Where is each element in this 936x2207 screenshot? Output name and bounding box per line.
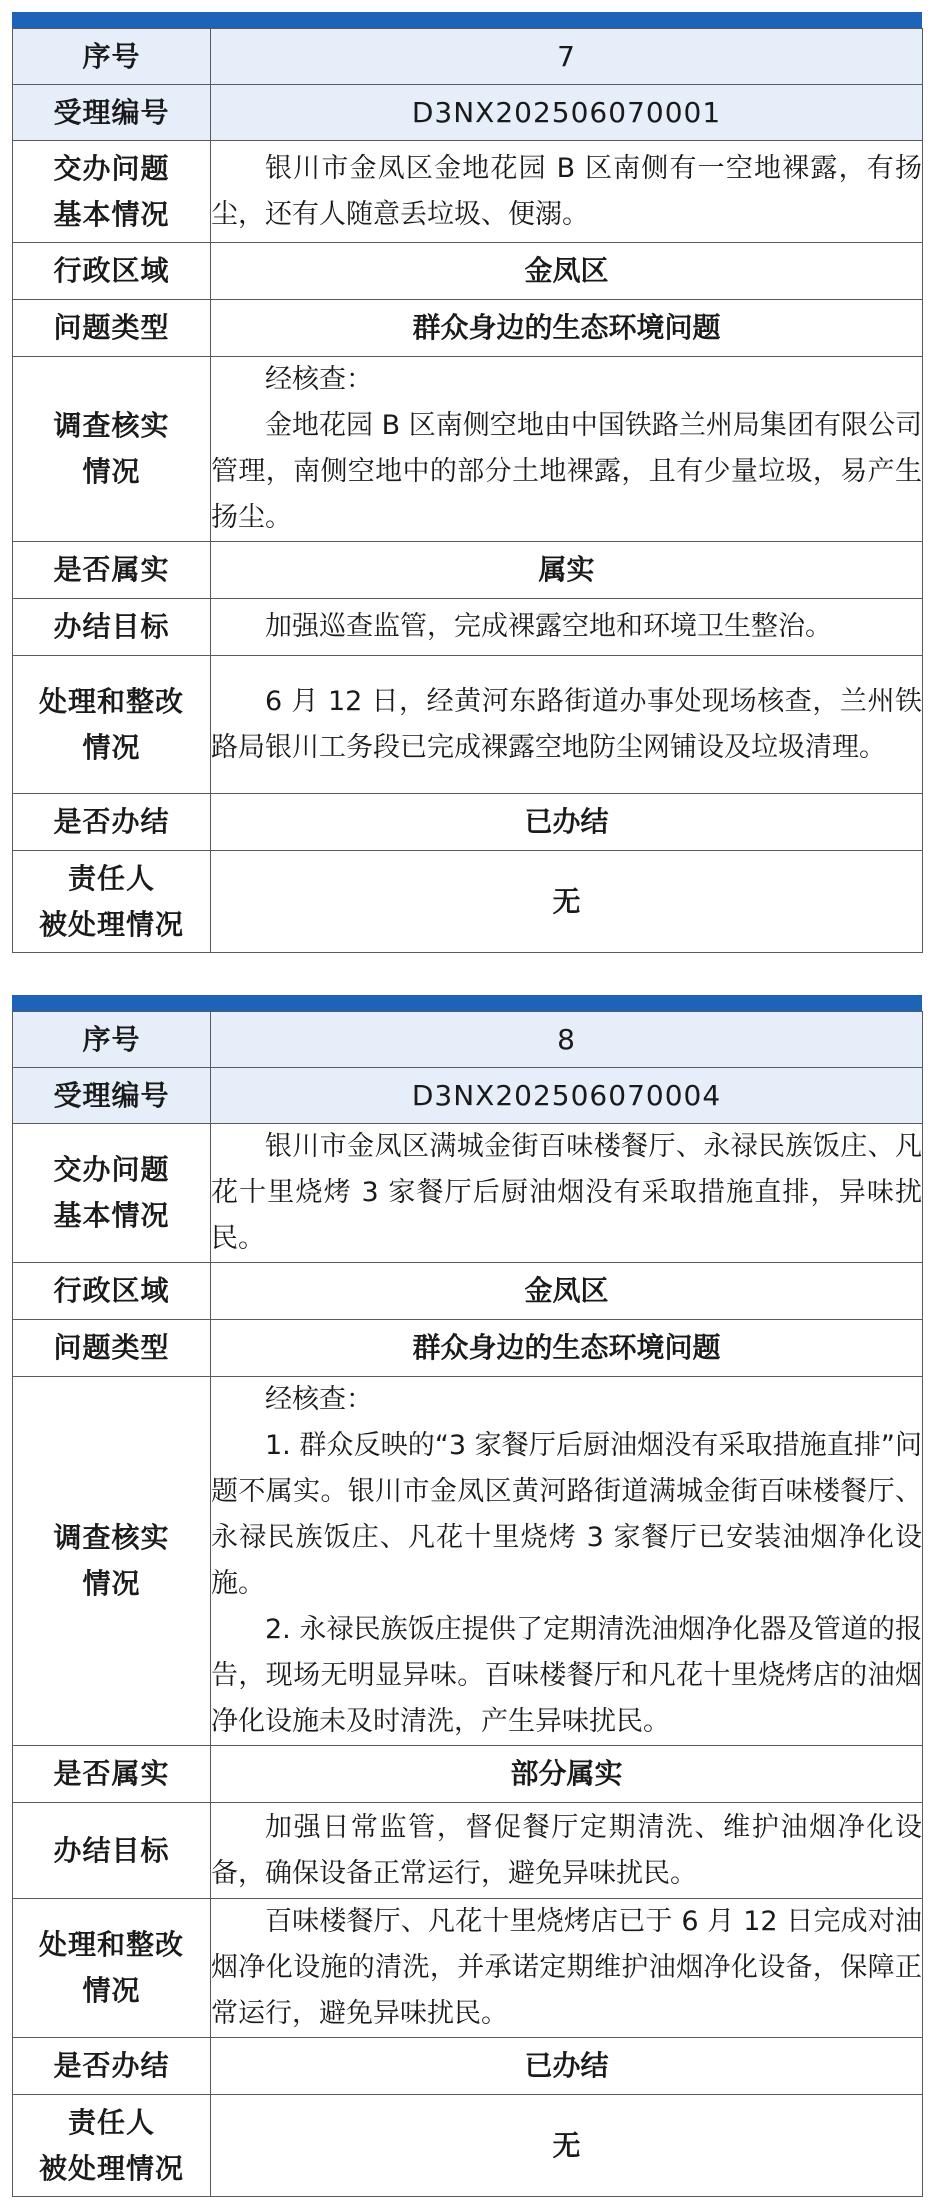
value-case-no: D3NX202506070001	[211, 85, 923, 141]
record-card-8	[12, 995, 922, 2197]
label-seq: 序号	[13, 1012, 211, 1068]
value-is-true: 属实	[211, 542, 923, 599]
value-goal: 加强日常监管，督促餐厅定期清洗、维护油烟净化设备，确保设备正常运行，避免异味扰民。	[211, 1803, 923, 1899]
label-basic-info: 交办问题 基本情况	[13, 1124, 211, 1263]
label-district: 行政区域	[13, 1263, 211, 1320]
value-is-closed: 已办结	[211, 794, 923, 851]
row-district	[13, 243, 923, 300]
row-case-no	[13, 85, 923, 141]
value-investigation: 经核查： 1. 群众反映的“3 家餐厅后厨油烟没有采取措施直排”问题不属实。银川市金凤区黄河路街道满城金街百味楼餐厅、永禄民族饭庄、凡花十里烧烤 3 家餐厅已安装油烟净化设施。 2. 永禄民族饭庄提供了定期清洗油烟净化器及管道的报告，现场无明显异味。百味楼餐厅和凡花十里烧烤店的油烟净化设施未及时清洗，产生异味扰民。	[211, 1377, 923, 1746]
label-is-true: 是否属实	[13, 542, 211, 599]
row-problem-type	[13, 300, 923, 357]
label-investigation: 调查核实 情况	[13, 1377, 211, 1746]
label-handling: 处理和整改 情况	[13, 656, 211, 794]
row-seq	[13, 29, 923, 85]
label-case-no: 受理编号	[13, 85, 211, 141]
row-district	[13, 1263, 923, 1320]
row-seq	[13, 1012, 923, 1068]
row-handling	[13, 1899, 923, 2038]
row-is-closed	[13, 794, 923, 851]
row-is-closed	[13, 2038, 923, 2095]
card-header-bar	[12, 995, 922, 1011]
value-handling: 百味楼餐厅、凡花十里烧烤店已于 6 月 12 日完成对油烟净化设施的清洗，并承诺定期维护油烟净化设备，保障正常运行，避免异味扰民。	[211, 1899, 923, 2038]
row-handling	[13, 656, 923, 794]
row-goal	[13, 599, 923, 656]
label-is-closed: 是否办结	[13, 2038, 211, 2095]
label-problem-type: 问题类型	[13, 300, 211, 357]
label-is-closed: 是否办结	[13, 794, 211, 851]
label-responsible: 责任人 被处理情况	[13, 2095, 211, 2197]
value-basic-info: 银川市金凤区金地花园 B 区南侧有一空地裸露，有扬尘，还有人随意丢垃圾、便溺。	[211, 141, 923, 243]
label-district: 行政区域	[13, 243, 211, 300]
value-investigation: 经核查： 金地花园 B 区南侧空地由中国铁路兰州局集团有限公司管理，南侧空地中的部分土地裸露，且有少量垃圾，易产生扬尘。	[211, 357, 923, 542]
value-problem-type: 群众身边的生态环境问题	[211, 300, 923, 357]
record-table	[12, 28, 923, 953]
label-basic-info: 交办问题 基本情况	[13, 141, 211, 243]
value-problem-type: 群众身边的生态环境问题	[211, 1320, 923, 1377]
value-district: 金凤区	[211, 1263, 923, 1320]
row-investigation	[13, 357, 923, 542]
row-problem-type	[13, 1320, 923, 1377]
value-case-no: D3NX202506070004	[211, 1068, 923, 1124]
label-problem-type: 问题类型	[13, 1320, 211, 1377]
row-investigation	[13, 1377, 923, 1746]
record-card-7	[12, 12, 922, 953]
row-basic-info	[13, 1124, 923, 1263]
value-is-closed: 已办结	[211, 2038, 923, 2095]
value-district: 金凤区	[211, 243, 923, 300]
card-header-bar	[12, 12, 922, 28]
value-seq: 8	[211, 1012, 923, 1068]
value-goal: 加强巡查监管，完成裸露空地和环境卫生整治。	[211, 599, 923, 656]
value-handling: 6 月 12 日，经黄河东路街道办事处现场核查，兰州铁路局银川工务段已完成裸露空地防尘网铺设及垃圾清理。	[211, 656, 923, 794]
value-basic-info: 银川市金凤区满城金街百味楼餐厅、永禄民族饭庄、凡花十里烧烤 3 家餐厅后厨油烟没有采取措施直排，异味扰民。	[211, 1124, 923, 1263]
row-is-true	[13, 542, 923, 599]
label-goal: 办结目标	[13, 599, 211, 656]
row-goal	[13, 1803, 923, 1899]
row-responsible	[13, 851, 923, 953]
value-is-true: 部分属实	[211, 1746, 923, 1803]
label-seq: 序号	[13, 29, 211, 85]
label-responsible: 责任人 被处理情况	[13, 851, 211, 953]
value-responsible: 无	[211, 851, 923, 953]
label-investigation: 调查核实 情况	[13, 357, 211, 542]
label-handling: 处理和整改 情况	[13, 1899, 211, 2038]
row-case-no	[13, 1068, 923, 1124]
value-seq: 7	[211, 29, 923, 85]
label-case-no: 受理编号	[13, 1068, 211, 1124]
label-is-true: 是否属实	[13, 1746, 211, 1803]
row-is-true	[13, 1746, 923, 1803]
record-table	[12, 1011, 923, 2197]
label-goal: 办结目标	[13, 1803, 211, 1899]
row-responsible	[13, 2095, 923, 2197]
value-responsible: 无	[211, 2095, 923, 2197]
row-basic-info	[13, 141, 923, 243]
